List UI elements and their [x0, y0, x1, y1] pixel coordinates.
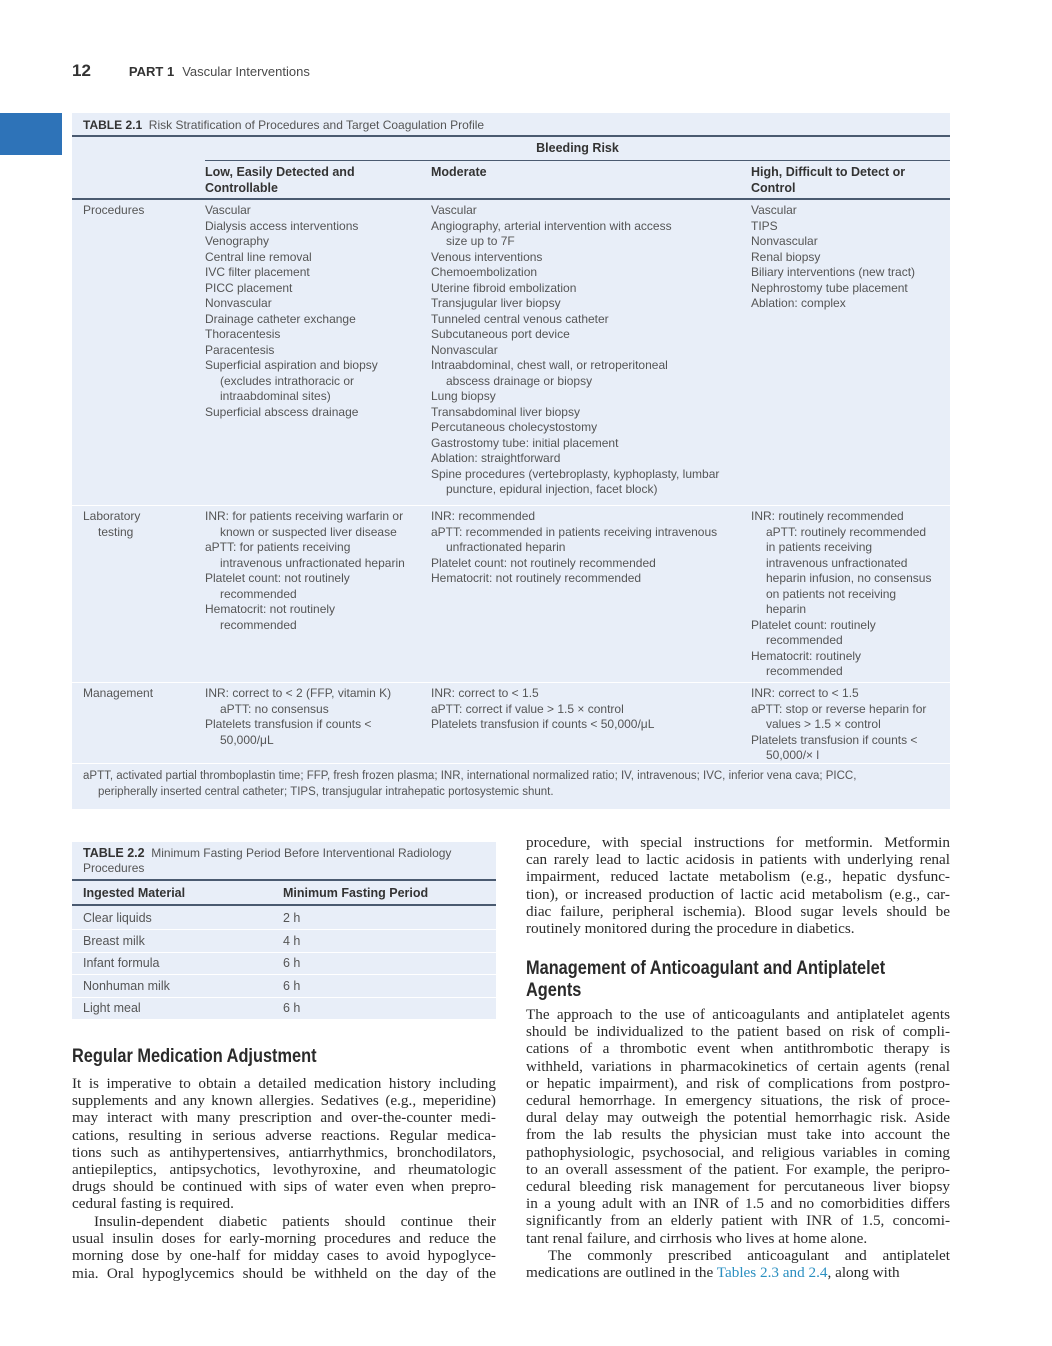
table-rule [72, 135, 950, 137]
paragraph: It is imperative to obtain a detailed medication history including supplements and any known allergies. Sedatives (e.g., meperidine) may interact with many prescription and over-the-counter medi- cations, resulting in serious adverse reactions. Regular medica- tions such as antihypertensives, antiarrhythmics, bronchodilators, antiepileptics, antipsychotics, levothyroxine, and rheumatologic drugs should be continued with sips of water even when prepro- cedural fasting is required. [72, 1075, 496, 1213]
row-label: Management [83, 686, 154, 700]
column-header-low: Low, Easily Detected and Controllable [205, 165, 355, 195]
part-label: PART 1 [128, 64, 175, 79]
row-label: Laboratory testing [83, 509, 141, 539]
table-2-1-footnote: aPTT, activated partial thromboplastin time; FFP, fresh frozen plasma; INR, international normalized ratio; IV, intravenous; IVC, inferior vena cava; PICC, peripherally inserted central catheter; TIPS, transjugular intrahepatic portosystemic shunt. [83, 770, 857, 798]
part-title: Vascular Interventions [182, 64, 310, 79]
table-2-2-caption: TABLE 2.2 Minimum Fasting Period Before Interventional Radiology Procedures [83, 846, 452, 875]
table-cell: INR: correct to < 1.5 aPTT: stop or reverse heparin for values > 1.5 × control Platelets transfusion if counts < 50,000/× l [751, 686, 927, 762]
tables-link[interactable]: Tables 2.3 and 2.4 [716, 1264, 828, 1282]
table-cell: INR: correct to < 1.5 aPTT: correct if value > 1.5 × control Platelets transfusion if counts < 50,000/μL [431, 686, 655, 731]
table-cell: Vascular Dialysis access interventions Venography Central line removal IVC filter placement PICC placement Nonvascular Drainage catheter exchange Thoracentesis Paracentesis Superficial aspiration and biopsy (excludes intrathoracic or intraabdominal sites) Superficial abscess drainage [205, 203, 378, 419]
section-heading: Regular Medication Adjustment [72, 1046, 317, 1067]
running-head [72, 61, 310, 81]
paragraph: The approach to the use of anticoagulants and antiplatelet agents should be individualized to the patient based on risk of compli- cations of a thrombotic event when antithrombotic therapy is withheld, variations in pharmacokinetics of certain agents (renal or hepatic impairment), and risk of complications from postpro- cedural hemorrhage. In emergency situations, the risk of proce- dural delay may outweigh the potential hemorrhagic risk. Aside from the lab results the physician must take into account the pathophysiologic, psychosocial, and religious variables in coming to an overall assessment of the patient. For example, the peripro- cedural bleeding risk management for percutaneous liver biopsy in a young adult with an INR of 1.5 and no comorbidities differs significantly from an elderly patient with INR of 1.5, concomi- tant renal failure, and cirrhosis who lives at home alone. [526, 1006, 950, 1247]
group-header: Bleeding Risk [536, 141, 619, 155]
table-row: Clear liquids 2 h [72, 907, 496, 930]
paragraph: The commonly prescribed anticoagulant and antiplatelet medications are outlined in the Tables 2.3 and 2.4, along with [526, 1247, 950, 1282]
table-rule [72, 904, 496, 906]
table-cell: Vascular Angiography, arterial intervention with access size up to 7F Venous interventions Chemoembolization Uterine fibroid embolization Transjugular liver biopsy Tunneled central venous catheter Subcutaneous port device Nonvascular Intraabdominal, chest wall, or retroperitoneal abscess drainage or biopsy Lung biopsy Transabdominal liver biopsy Percutaneous cholecystostomy Gastrostomy tube: initial placement Ablation: straightforward Spine procedures (vertebroplasty, kyphoplasty, lumbar puncture, epidural injection, facet block) [431, 203, 720, 496]
table-rule [72, 879, 496, 881]
paragraph: procedure, with special instructions for metformin. Metformin can rarely lead to lactic acidosis in patients with underlying renal impairment, reduced lactate metabolism (e.g., hepatic dysfunc- tion), or increased production of lactic acid metabolism (e.g., car- diac failure, peripheral ischemia). Blood sugar levels should be routinely monitored during the procedure in diabetics. [526, 834, 950, 938]
paragraph: Insulin-dependent diabetic patients should continue their usual insulin doses for early-morning procedures and reduce the morning dose by one-half for midday cases to avoid hypoglyce- mia. Oral hypoglycemics should be withheld on the day of the [72, 1213, 496, 1282]
chapter-tab-marker [0, 113, 62, 155]
table-cell: INR: recommended aPTT: recommended in patients receiving intravenous unfractionated heparin Platelet count: not routinely recommended Hematocrit: not routinely recommended [431, 509, 718, 585]
table-rule [205, 160, 950, 161]
table-row: Breast milk 4 h [72, 930, 496, 953]
table-cell: INR: routinely recommended aPTT: routinely recommended in patients receiving intravenous unfractionated heparin infusion, no consensus on patients not receiving heparin Platelet count: routinely recommended Hematocrit: routinely recommended [751, 509, 932, 678]
table-cell: INR: for patients receiving warfarin or known or suspected liver disease aPTT: for patients receiving intravenous unfractionated heparin Platelet count: not routinely recommended Hematocrit: not routinely recommended [205, 509, 405, 632]
column-header-high: High, Difficult to Detect or Control [751, 165, 906, 195]
table-row: Infant formula 6 h [72, 952, 496, 975]
column-header-moderate: Moderate [431, 165, 487, 179]
table-rule [72, 198, 950, 200]
row-divider [72, 505, 950, 506]
table-2-2 [72, 842, 496, 1020]
row-label: Procedures [83, 203, 145, 217]
table-cell: Vascular TIPS Nonvascular Renal biopsy Biliary interventions (new tract) Nephrostomy tube placement Ablation: complex [751, 203, 916, 310]
row-divider [72, 682, 950, 683]
page-number: 12 [72, 61, 91, 80]
section-heading: Management of Anticoagulant and Antiplatelet Agents [526, 958, 886, 1001]
table-cell: INR: correct to < 2 (FFP, vitamin K) aPTT: no consensus Platelets transfusion if counts < 50,000/μL [205, 686, 392, 747]
table-2-1-caption: TABLE 2.1 Risk Stratification of Procedures and Target Coagulation Profile [83, 118, 485, 132]
table-row: Light meal 6 h [72, 997, 496, 1020]
table-row: Nonhuman milk 6 h [72, 975, 496, 998]
table-2-1 [72, 113, 950, 809]
table-header-row: Ingested Material Minimum Fasting Period [83, 886, 429, 900]
